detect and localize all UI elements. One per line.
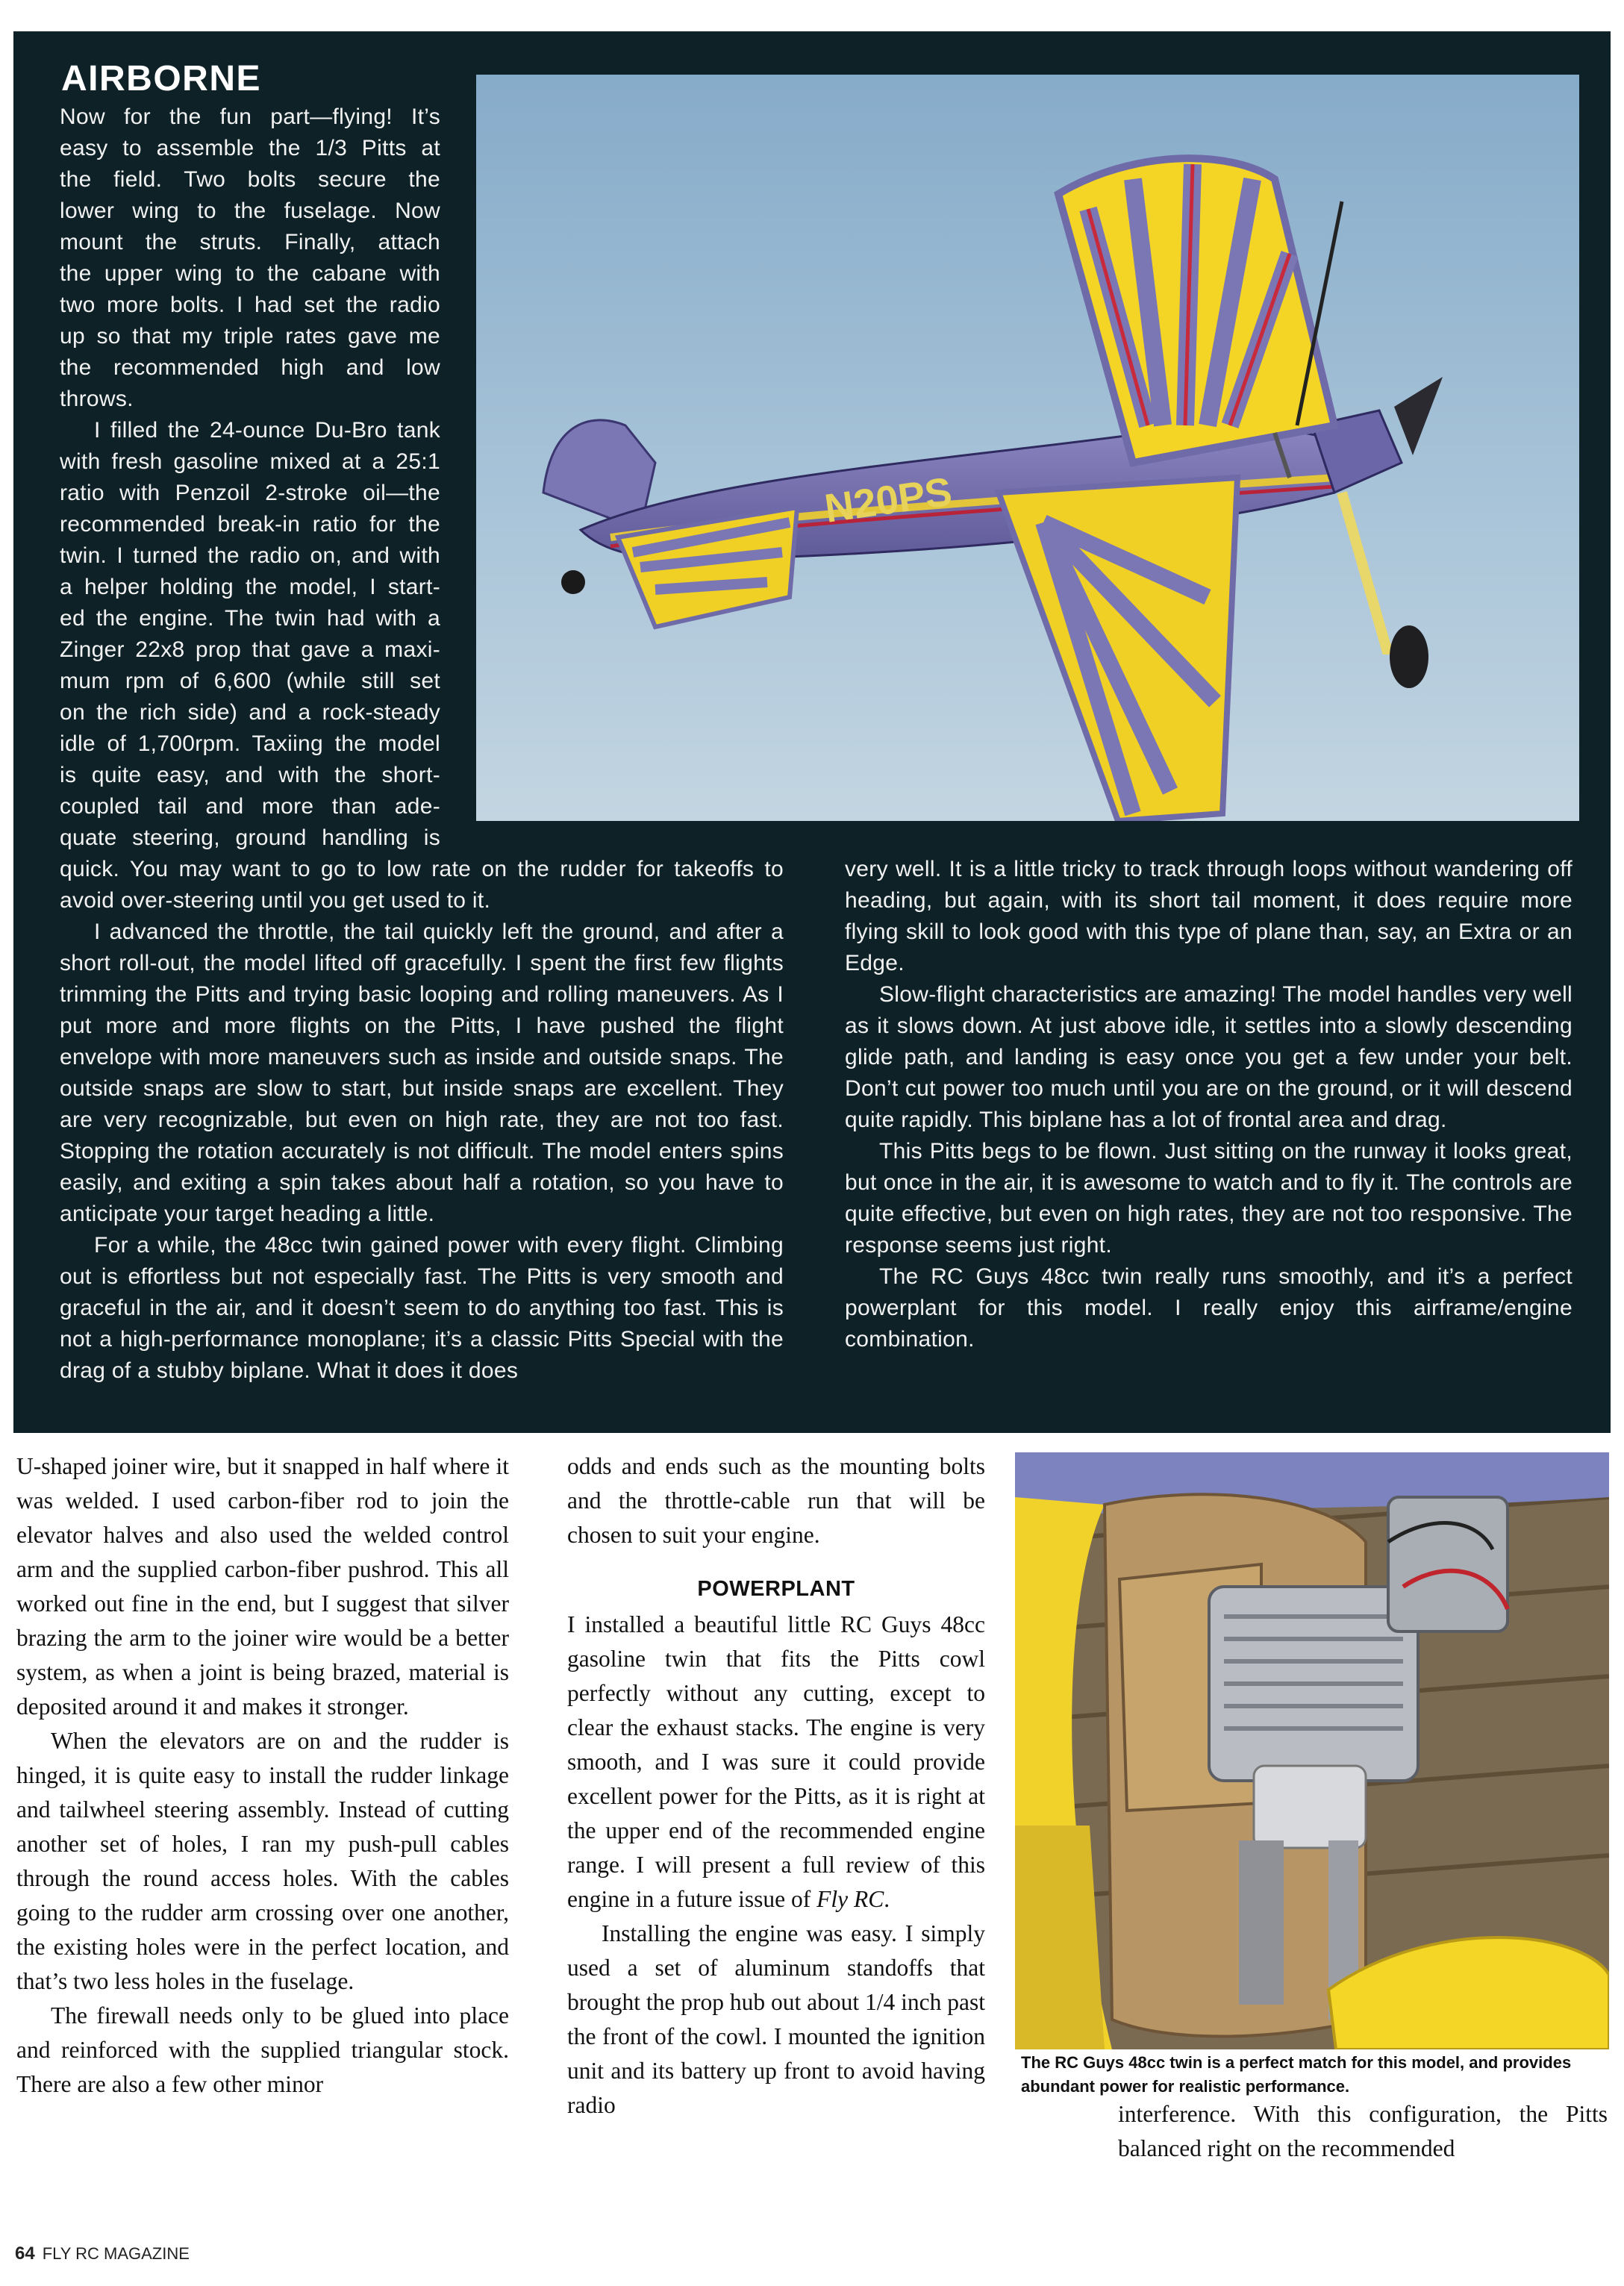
sidebar-text-line: a helper holding the model, I start- — [60, 575, 440, 599]
body-column-2 — [567, 1449, 985, 2123]
sidebar-text-line: Now for the fun part—flying! It’s — [60, 104, 440, 129]
sidebar-text-line: recommended break-in ratio for the — [60, 512, 440, 537]
sidebar-right-paragraph: very well. It is a little tricky to track through loops without wandering off heading, but again, with its short tail moment, it does require more flying skill to look good with this type of plane than, say, an Extra or an Edge. — [845, 857, 1573, 975]
body-paragraph: odds and ends such as the mounting bolts and the throttle-cable run that will be chosen to suit your engine. — [567, 1453, 985, 1548]
sidebar-left-column — [60, 854, 784, 1387]
sidebar-text-line: idle of 1,700rpm. Taxiing the model — [60, 731, 440, 756]
page-folio — [15, 2243, 190, 2264]
sidebar-text-line: with fresh gasoline mixed at a 25:1 — [60, 449, 440, 474]
sidebar-left-paragraph: I advanced the throttle, the tail quickly left the ground, and after a short roll-out, the model lifted off gracefully. I spent the first few flights trimming the Pitts and trying basic looping and rolling maneuvers. As I put more and more flights on the Pitts, I have pushed the flight envelope with more maneuvers such as inside and outside snaps. The outside snaps are slow to start, but inside snaps are excellent. They are very recognizable, but even on high rate, they are not too fast. Stopping the rotation accurately is not difficult. The model enters spins easily, and exiting a spin takes about half a rotation, so you have to anticipate your target heading a little. — [60, 919, 784, 1226]
sidebar-right-column — [845, 854, 1573, 1355]
sidebar-text-line: the recommended high and low — [60, 355, 440, 380]
sidebar-text-line: mum rpm of 6,600 (while still set — [60, 669, 440, 693]
sidebar-text-line: the field. Two bolts secure the — [60, 167, 440, 192]
body-column-1 — [16, 1449, 509, 2102]
body-paragraph: I installed a beautiful little RC Guys 48cc gasoline twin that fits the Pitts cowl perfectly without any cutting, except to clear the exhaust stacks. The engine is very smooth, and I was sure it could provide excellent power for the Pitts, as it is right at the upper end of the recommended engine range. I will present a full review of this engine in a future issue of Fly RC. — [567, 1611, 985, 1912]
sidebar-text-line: up so that my triple rates gave me — [60, 324, 440, 349]
sidebar-text-line: lower wing to the fuselage. Now — [60, 199, 440, 223]
body-paragraph: Installing the engine was easy. I simply used a set of aluminum standoffs that brought the prop hub out about 1/4 inch past the front of the cowl. I mounted the ignition unit and its battery up front to avoid having radio — [567, 1920, 985, 2118]
sidebar-text-line: the upper wing to the cabane with — [60, 261, 440, 286]
body-column-3 — [1118, 2097, 1608, 2166]
sidebar-text-line: ed the engine. The twin had with a — [60, 606, 440, 631]
sidebar-text-line: Zinger 22x8 prop that gave a maxi- — [60, 637, 440, 662]
sidebar-intro-paragraph — [60, 102, 440, 415]
sidebar-right-paragraph: Slow-flight characteristics are amazing! The model handles very well as it slows down. At just above idle, it settles into a slowly descending glide path, and landing is easy once you get a few under your belt. Don’t cut power too much until you are on the ground, or it will descend quite rapidly. This biplane has a lot of frontal area and drag. — [845, 982, 1573, 1132]
sidebar-text-line: two more bolts. I had set the radio — [60, 293, 440, 317]
sidebar-text-line: mount the struts. Finally, attach — [60, 230, 440, 254]
page-number: 64 — [15, 2243, 35, 2264]
body-paragraph: interference. With this configuration, the Pitts balanced right on the recommended — [1118, 2101, 1608, 2161]
engine-photo-caption: The RC Guys 48cc twin is a perfect match for this model, and provides abundant power for realistic performance. — [1021, 2053, 1572, 2096]
sidebar-text-line: twin. I turned the radio on, and with — [60, 543, 440, 568]
sidebar-text-line: is quite easy, and with the short- — [60, 763, 440, 787]
sidebar-text-line: throws. — [60, 387, 134, 411]
sidebar-text-line: easy to assemble the 1/3 Pitts at — [60, 136, 440, 160]
sidebar-title: AIRBORNE — [61, 59, 262, 99]
sidebar-paragraph-2 — [60, 415, 440, 854]
body-paragraph: The firewall needs only to be glued into place and reinforced with the supplied triangular stock. There are also a few other minor — [16, 2002, 509, 2097]
sidebar-text-line: quate steering, ground handling is — [60, 825, 440, 850]
sidebar-right-paragraph: This Pitts begs to be flown. Just sitting on the runway it looks great, but once in the air, it is awesome to watch and to fly it. The controls are quite effective, but even on high rates, they are not too responsive. The response seems just right. — [845, 1139, 1573, 1258]
sidebar-text-line: coupled tail and more than ade- — [60, 794, 440, 819]
body-paragraph: U-shaped joiner wire, but it snapped in half where it was welded. I used carbon-fiber rod to join the elevator halves and also used the welded control arm and the supplied carbon-fiber pushrod. This all worked out fine in the end, but I suggest that silver brazing the arm to the joiner wire would be a better system, as when a joint is being brazed, material is deposited around it and makes it stronger. — [16, 1453, 509, 1720]
sidebar-left-paragraph: quick. You may want to go to low rate on the rudder for takeoffs to avoid over-steering until you get used to it. — [60, 857, 784, 913]
sidebar-left-paragraph: For a while, the 48cc twin gained power with every flight. Climbing out is effortless but not especially fast. The Pitts is very smooth and graceful in the air, and it doesn’t seem to do anything too fast. This is not a high-performance monoplane; it’s a classic Pitts Special with the drag of a stubby biplane. What it does it does — [60, 1233, 784, 1383]
sidebar-narrow-column — [60, 102, 440, 854]
section-heading-powerplant: POWERPLANT — [697, 1577, 855, 1601]
magazine-title: FLY RC MAGAZINE — [42, 2244, 190, 2263]
plane-registration: N20PS — [822, 469, 955, 531]
sidebar-text-line: on the rich side) and a rock-steady — [60, 700, 440, 725]
sidebar-right-paragraph: The RC Guys 48cc twin really runs smoothly, and it’s a perfect powerplant for this model. I really enjoy this airframe/engine combination. — [845, 1264, 1573, 1352]
pitts-biplane-photo — [476, 75, 1579, 821]
engine-installation-photo — [1015, 1452, 1609, 2049]
sidebar-text-line: ratio with Penzoil 2-stroke oil—the — [60, 481, 440, 505]
body-paragraph: When the elevators are on and the rudder is hinged, it is quite easy to install the rudder linkage and tailwheel steering assembly. Instead of cutting another set of holes, I ran my push-pull cables through the round access holes. With the cables going to the rudder arm crossing over one another, the existing holes were in the perfect location, and that’s two less holes in the fuselage. — [16, 1728, 509, 1994]
sidebar-text-line: I filled the 24-ounce Du-Bro tank — [94, 418, 440, 443]
magazine-name-italic: Fly RC — [816, 1886, 884, 1912]
